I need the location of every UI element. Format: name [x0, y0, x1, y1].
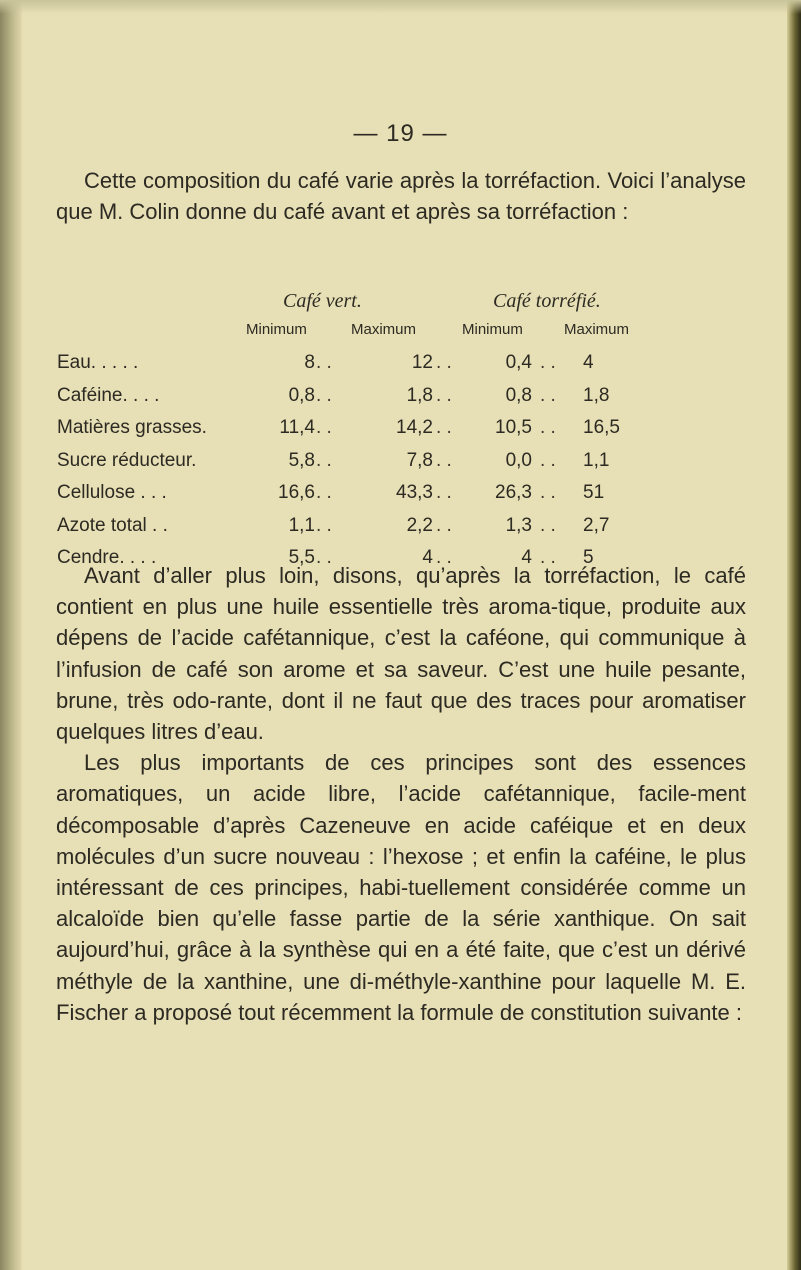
cell-torr-min: 1,3 — [505, 514, 532, 536]
subheader-torr-max: Maximum — [564, 321, 630, 338]
cell-torr-max: 1,8 — [583, 384, 610, 406]
cell-vert-min: 1,1 — [288, 514, 315, 536]
cell-torr-min: 4 — [521, 547, 532, 568]
cell-torr-max: 5 — [583, 547, 594, 568]
page-edge-left — [0, 0, 22, 1270]
table-row — [0, 385, 801, 415]
table-row — [0, 450, 801, 480]
leader-dots: . . — [540, 514, 556, 536]
leader-dots: . . — [436, 514, 452, 536]
paragraph-aroma: Avant d’aller plus loin, disons, qu’après la torréfaction, le café contient en plus une huile essentielle très aroma-tique, produite aux dépens de l’acide cafétannique, c’est la caféone, qui communique à l’infusion de café son arome et sa saveur. C’est une huile pesante, brune, très odo-rante, dont il ne faut que des traces pour aromatiser quelques litres d’eau. — [56, 563, 746, 745]
cell-torr-min: 0,8 — [505, 384, 532, 406]
leader-dots: . . — [316, 449, 332, 471]
page-number: — 19 — — [353, 120, 448, 147]
cell-torr-min: 0,0 — [505, 449, 532, 471]
cell-torr-min: 26,3 — [495, 482, 532, 503]
header-cafe-vert: Café vert. — [283, 290, 362, 312]
paragraph-principes: Les plus importants de ces principes sont des essences aromatiques, un acide libre, l’acide cafétannique, facile-ment décomposable d’après Cazeneuve en acide caféique et en deux molécules d’un sucre nouveau : l’hexose ; et enfin la caféine, le plus intéressant de ces principes, habi-tuellement considérée comme un alcaloïde bien qu’elle fasse partie de la série xanthique. On sait aujourd’hui, grâce à la synthèse qui en a été faite, que c’est un dérivé méthyle de la xanthine, une di-méthyle-xanthine pour laquelle M. E. Fischer a proposé tout récemment la formule de constitution suivante : — [56, 750, 746, 1025]
cell-vert-min: 0,8 — [288, 384, 315, 406]
intro-paragraph — [56, 165, 746, 227]
cell-vert-min: 5,5 — [288, 547, 315, 568]
leader-dots: . . — [316, 352, 332, 373]
cell-vert-max: 12 — [411, 352, 433, 373]
leader-dots: . . — [540, 547, 556, 568]
cell-torr-max: 4 — [583, 352, 594, 373]
cell-vert-min: 8 — [304, 352, 315, 373]
subheader-vert-min: Minimum — [246, 321, 307, 338]
page-edge-right — [787, 0, 801, 1270]
header-cafe-torrefie: Café torréfié. — [493, 290, 601, 312]
cell-vert-min: 11,4 — [279, 417, 315, 438]
cell-torr-max: 16,5 — [583, 417, 620, 438]
table-row — [0, 352, 801, 382]
leader-dots: . . — [436, 352, 452, 373]
table-row — [0, 417, 801, 447]
leader-dots: . . — [316, 482, 332, 503]
intro-text: Cette composition du café varie après la torréfaction. Voici l’analyse que M. Colin donne du café avant et après sa torréfaction : — [56, 168, 746, 224]
cell-vert-max: 14,2 — [396, 417, 433, 438]
cell-vert-min: 5,8 — [288, 449, 315, 471]
row-label: Eau. . . . . — [57, 352, 139, 373]
leader-dots: . . — [436, 384, 452, 406]
row-label: Cellulose . . . — [57, 482, 167, 503]
leader-dots: . . — [540, 417, 556, 438]
leader-dots: . . — [316, 547, 332, 568]
leader-dots: . . — [540, 449, 556, 471]
cell-vert-max: 4 — [422, 547, 433, 568]
leader-dots: . . — [436, 449, 452, 471]
row-label: Azote total . . — [57, 514, 168, 536]
subheader-torr-min: Minimum — [462, 321, 523, 338]
row-label: Cendre. . . . — [57, 547, 157, 568]
cell-torr-min: 10,5 — [495, 417, 532, 438]
cell-vert-max: 7,8 — [406, 449, 433, 471]
row-label: Sucre réducteur. — [57, 449, 197, 471]
page-edge-top — [0, 0, 801, 14]
cell-vert-max: 43,3 — [396, 482, 433, 503]
table-row — [0, 482, 801, 512]
leader-dots: . . — [436, 417, 452, 438]
cell-torr-max: 2,7 — [583, 514, 610, 536]
leader-dots: . . — [316, 417, 332, 438]
cell-torr-max: 1,1 — [583, 449, 610, 471]
cell-vert-max: 2,2 — [406, 514, 433, 536]
leader-dots: . . — [540, 384, 556, 406]
cell-torr-max: 51 — [583, 482, 605, 503]
leader-dots: . . — [436, 547, 452, 568]
leader-dots: . . — [540, 352, 556, 373]
cell-vert-min: 16,6 — [278, 482, 315, 503]
subheader-vert-max: Maximum — [351, 321, 417, 338]
cell-torr-min: 0,4 — [505, 352, 532, 373]
body-text — [56, 560, 746, 1028]
leader-dots: . . — [436, 482, 452, 503]
table-row — [0, 515, 801, 545]
leader-dots: . . — [316, 514, 332, 536]
leader-dots: . . — [316, 384, 332, 406]
cell-vert-max: 1,8 — [406, 384, 433, 406]
leader-dots: . . — [540, 482, 556, 503]
row-label: Matières grasses. — [57, 417, 207, 438]
row-label: Caféine. . . . — [57, 384, 160, 406]
